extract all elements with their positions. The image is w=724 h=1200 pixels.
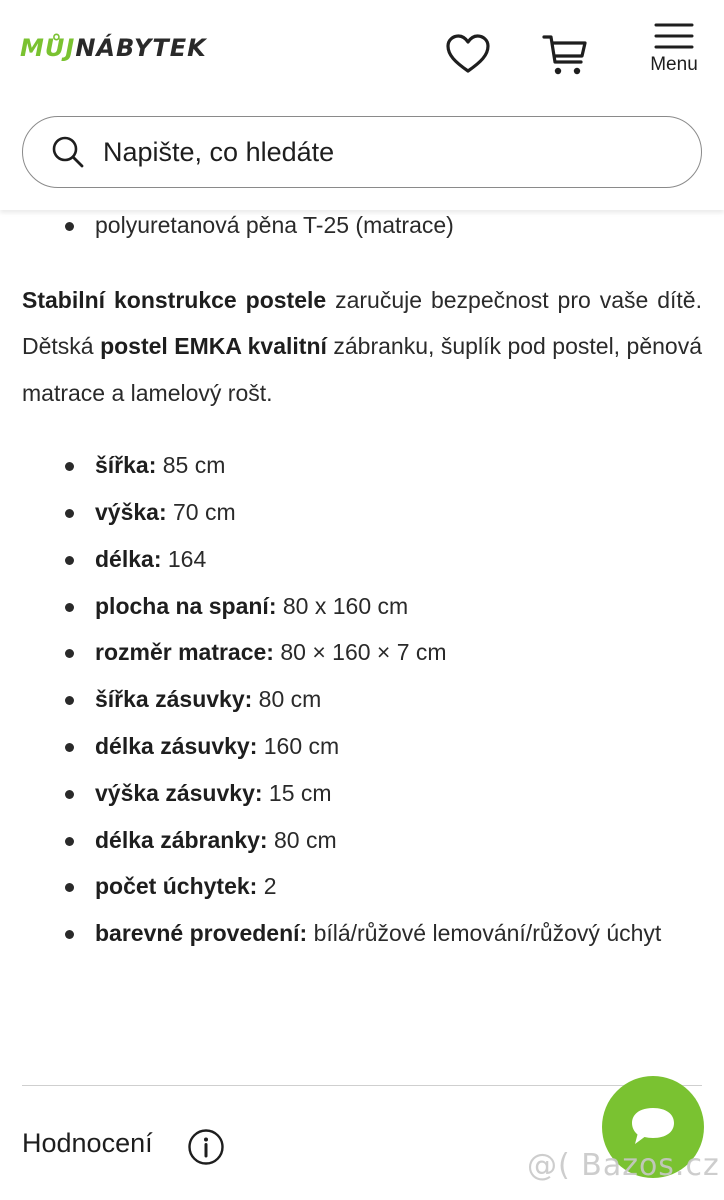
cart-icon[interactable] [541, 32, 589, 78]
chat-icon [628, 1104, 678, 1150]
spec-label: šířka zásuvky: [95, 686, 253, 713]
rating-heading[interactable]: Hodnocení [22, 1128, 153, 1158]
spec-label: délka zábranky: [95, 826, 268, 853]
spec-item [22, 583, 702, 630]
spec-item [22, 536, 702, 583]
info-icon[interactable] [187, 1128, 225, 1166]
spec-item [22, 863, 702, 910]
site-header [0, 0, 724, 210]
spec-value: 85 cm [156, 452, 226, 479]
spec-value: 80 × 160 × 7 cm [273, 639, 447, 666]
spec-label: plocha na spaní: [95, 592, 277, 619]
spec-label: počet úchytek: [95, 873, 258, 900]
logo-part-2: NÁBYTEK [75, 34, 207, 62]
spec-label: délka zásuvky: [95, 733, 258, 760]
menu-button[interactable] [643, 22, 705, 86]
spec-list [22, 442, 702, 957]
spec-label: výška zásuvky: [95, 779, 263, 806]
section-divider [22, 1085, 702, 1086]
spec-label: délka: [95, 545, 162, 572]
spec-value: 80 x 160 cm [276, 592, 409, 619]
spec-item [22, 910, 702, 957]
spec-item [22, 489, 702, 536]
spec-label: rozměr matrace: [95, 639, 274, 666]
hamburger-icon [654, 22, 694, 50]
spec-label: barevné provedení: [95, 920, 308, 947]
spec-value: 80 cm [267, 826, 337, 853]
menu-label: Menu [650, 54, 698, 75]
spec-value: 70 cm [166, 499, 236, 526]
spec-label: výška: [95, 499, 167, 526]
spec-item [22, 817, 702, 864]
paragraph-text: zaručuje bezpečnost pro vaše dítě. Dětská [22, 286, 702, 360]
paragraph-text: zábranku, šuplík pod postel, pěnová matrace a lamelový rošt. [22, 333, 703, 406]
spec-value: bílá/růžové lemování/růžový úchyt [307, 920, 662, 947]
spec-value: 164 [161, 545, 207, 572]
site-logo[interactable] [20, 34, 207, 62]
spec-item [22, 629, 702, 676]
list-item-text: polyuretanová pěna T-25 (matrace) [95, 212, 454, 238]
search-bar[interactable] [22, 116, 702, 188]
bold-text: Stabilní konstrukce postele [22, 286, 327, 313]
spec-item [22, 442, 702, 489]
heart-icon[interactable] [445, 32, 491, 74]
spec-item [22, 723, 702, 770]
bold-text: postel EMKA kvalitní [100, 333, 327, 360]
watermark: @( Bazos.cz [527, 1148, 720, 1183]
spec-value: 160 cm [257, 733, 340, 760]
spec-value: 80 cm [252, 686, 322, 713]
search-input[interactable] [103, 137, 663, 168]
spec-item [22, 770, 702, 817]
spec-item [22, 676, 702, 723]
spec-value: 2 [257, 873, 277, 900]
spec-label: šířka: [95, 452, 157, 479]
spec-value: 15 cm [262, 779, 332, 806]
logo-part-1: MŮJ [20, 34, 76, 62]
product-description [22, 200, 702, 957]
description-paragraph [22, 277, 702, 417]
search-icon [51, 135, 85, 169]
